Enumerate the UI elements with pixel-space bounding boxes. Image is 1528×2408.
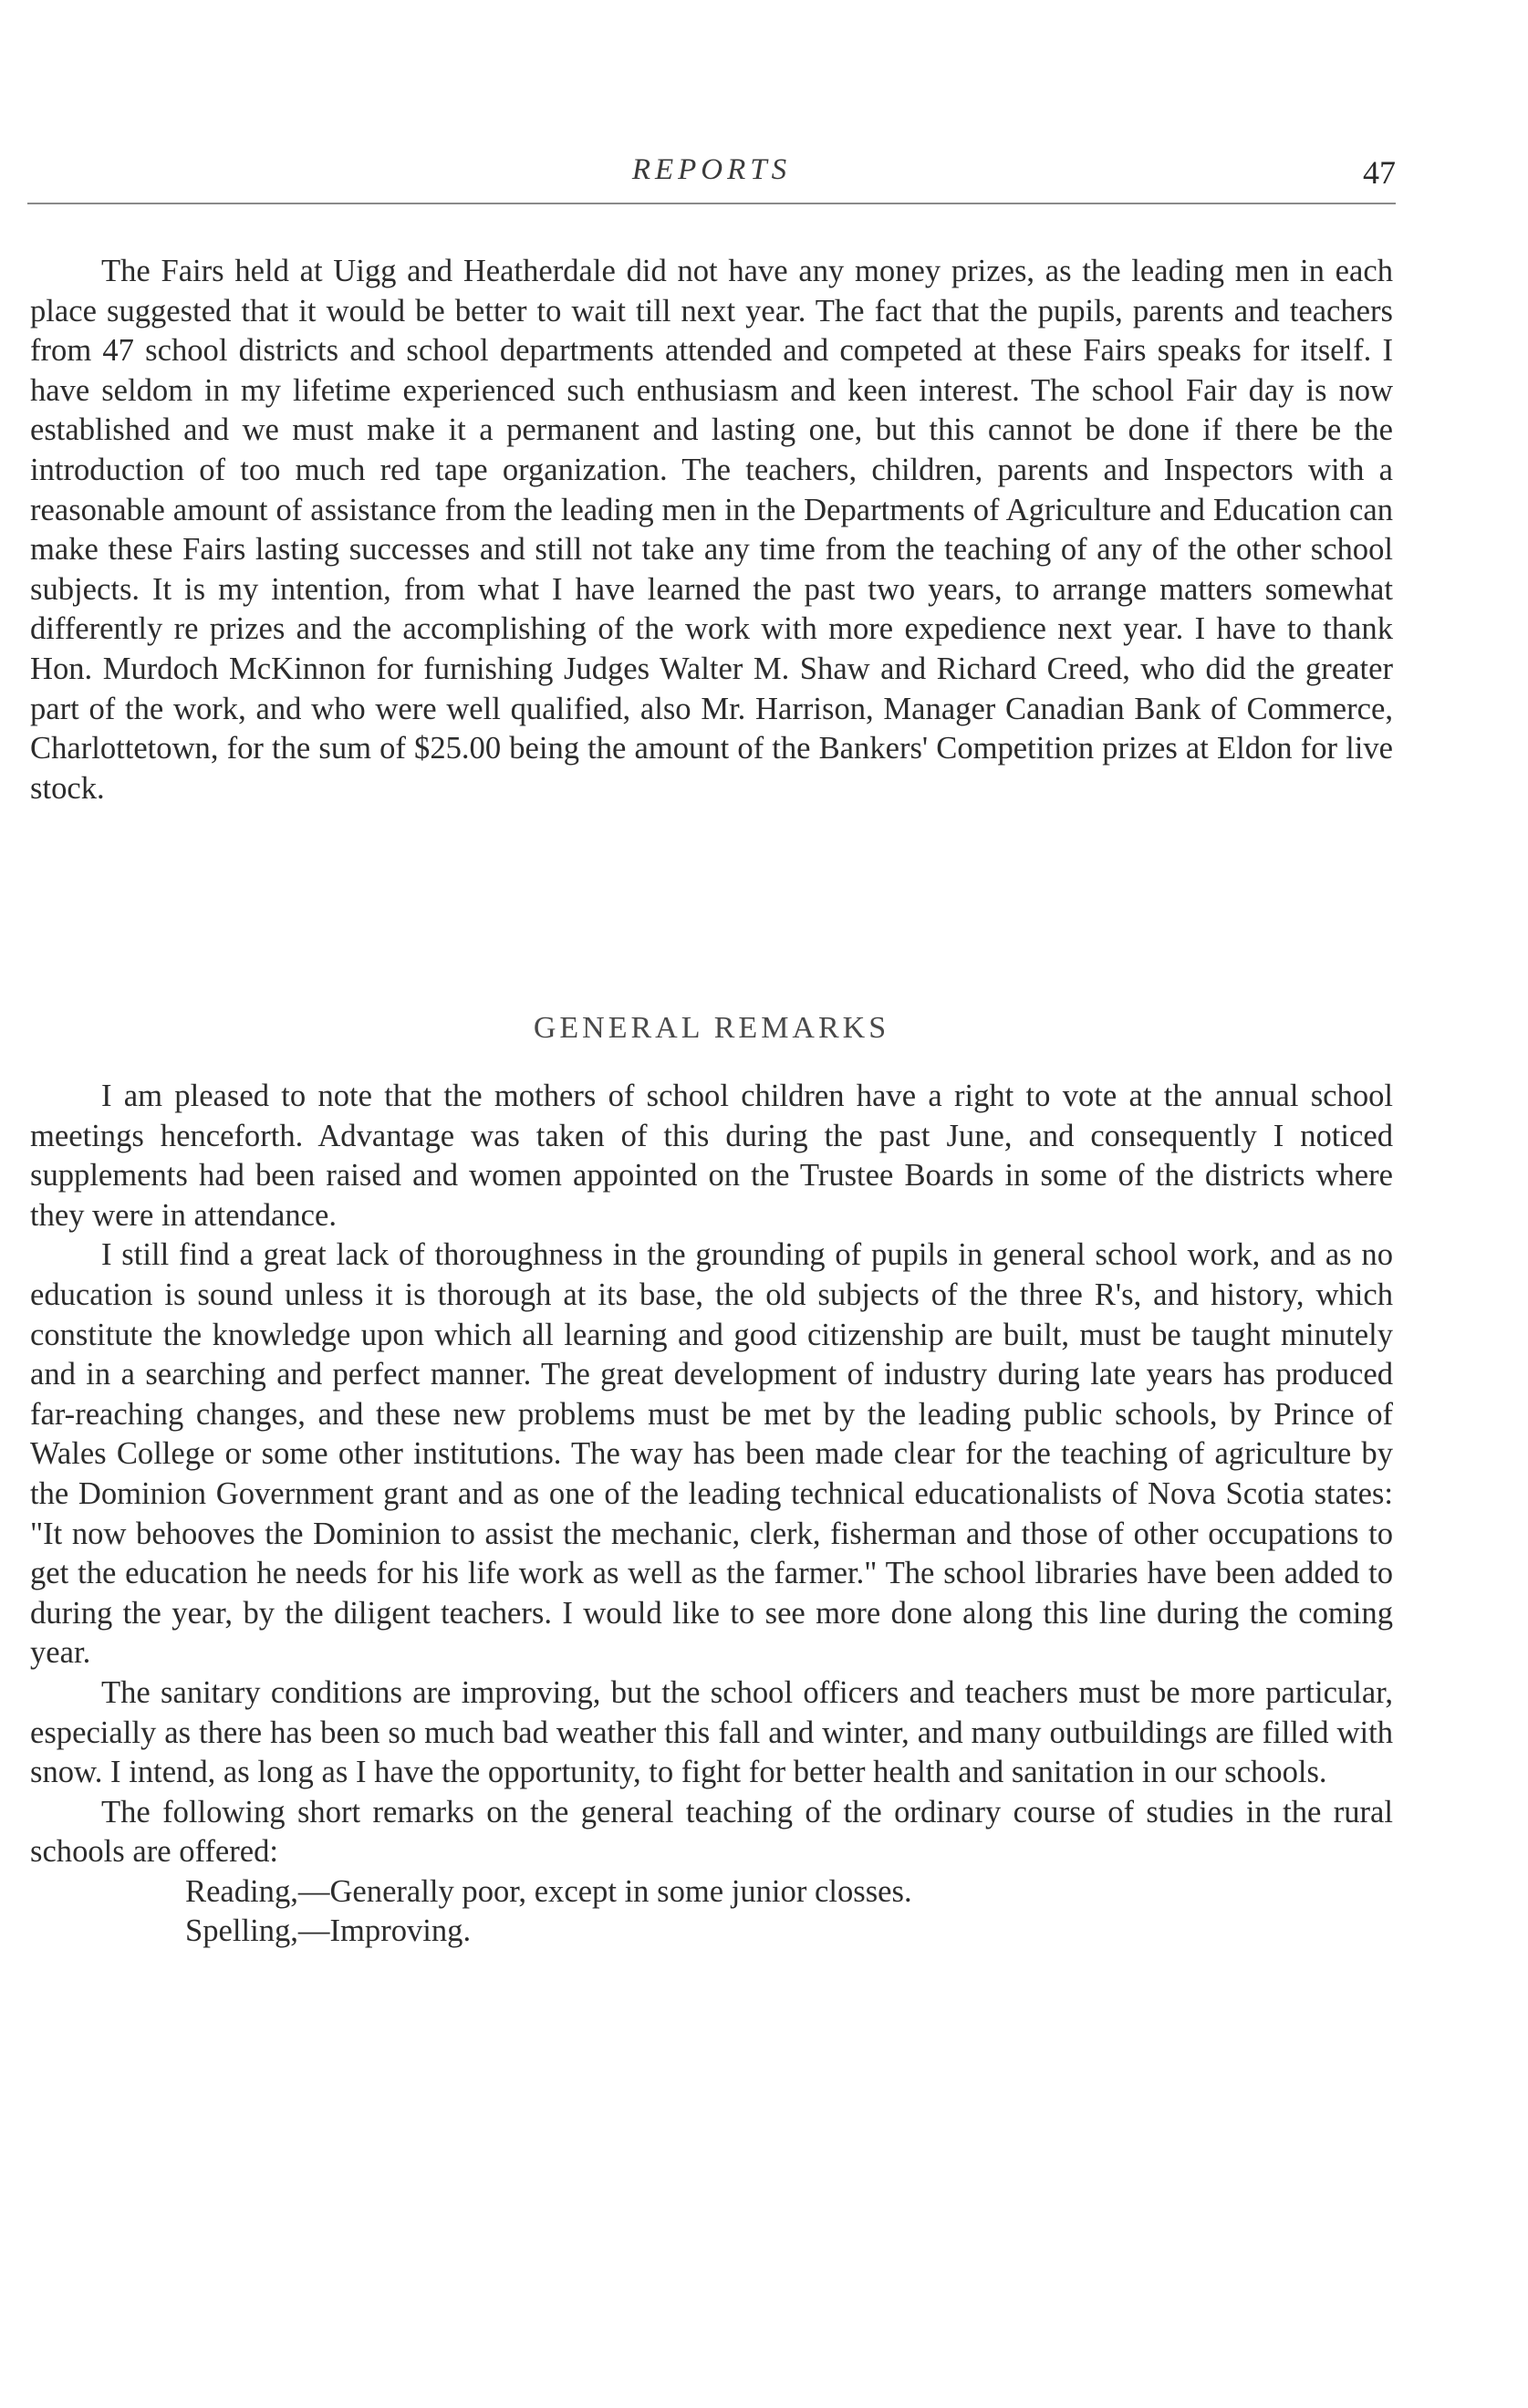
list-item: Reading,—Generally poor, except in some junior closses.	[185, 1873, 912, 1909]
header-rule	[27, 203, 1396, 204]
fairs-section	[30, 252, 1393, 808]
page-header	[27, 144, 1396, 208]
general-remarks-section	[30, 1077, 1393, 1952]
page-number: 47	[1363, 154, 1396, 191]
list-item: Spelling,—Improving.	[185, 1913, 472, 1949]
paragraph: The sanitary conditions are improving, but the school officers and teachers must be more particular, especially as there has been so much bad weather this fall and winter, and many outbuildings are filled with snow. I intend, as long as I have the opportunity, to fight for better health and sanitation in our schools.	[30, 1674, 1393, 1790]
paragraph: The Fairs held at Uigg and Heatherdale did not have any money prizes, as the leading men in each place suggested that it would be better to wait till next year. The fact that the pupils, parents and teachers from 47 school districts and school departments attended and competed at these Fairs speaks for itself. I have seldom in my lifetime experienced such enthusiasm and keen interest. The school Fair day is now established and we must make it a permanent and lasting one, but this cannot be done if there be the introduction of too much red tape organization. The teachers, children, parents and Inspectors with a reasonable amount of assistance from the leading men in the Departments of Agriculture and Education can make these Fairs lasting successes and still not take any time from the teaching of any of the other school subjects. It is my intention, from what I have learned the past two years, to arrange matters somewhat differently re prizes and the accomplishing of the work with more expedience next year. I have to thank Hon. Murdoch McKinnon for furnishing Judges Walter M. Shaw and Richard Creed, who did the greater part of the work, and who were well qualified, also Mr. Harrison, Manager Canadian Bank of Commerce, Charlottetown, for the sum of $25.00 being the amount of the Bankers' Competition prizes at Eldon for live stock.	[30, 254, 1393, 806]
paragraph: I still find a great lack of thoroughness in the grounding of pupils in general school work, and as no education is sound unless it is thorough at its base, the old subjects of the three R's, and history, which constitute the knowledge upon which all learning and good citizenship are built, must be taught minutely and in a searching and perfect manner. The great development of industry during late years has produced far-reaching changes, and these new problems must be met by the leading public schools, by Prince of Wales College or some other institutions. The way has been made clear for the teaching of agriculture by the Dominion Government grant and as one of the leading technical educationalists of Nova Scotia states: "It now behooves the Dominion to assist the mechanic, clerk, fisherman and those of other occupations to get the education he needs for his life work as well as the farmer." The school libraries have been added to during the year, by the diligent teachers. I would like to see more done along this line during the coming year.	[30, 1237, 1393, 1671]
running-head: REPORTS	[631, 153, 792, 186]
paragraph: I am pleased to note that the mothers of school children have a right to vote at the annual school meetings henceforth. Advantage was taken of this during the past June, and consequently I noticed supplements had been raised and women appointed on the Trustee Boards in some of the districts where they were in attendance.	[30, 1079, 1393, 1233]
section-heading: GENERAL REMARKS	[533, 1011, 890, 1045]
paragraph: The following short remarks on the general teaching of the ordinary course of studies in the rural schools are offered:	[30, 1794, 1393, 1870]
